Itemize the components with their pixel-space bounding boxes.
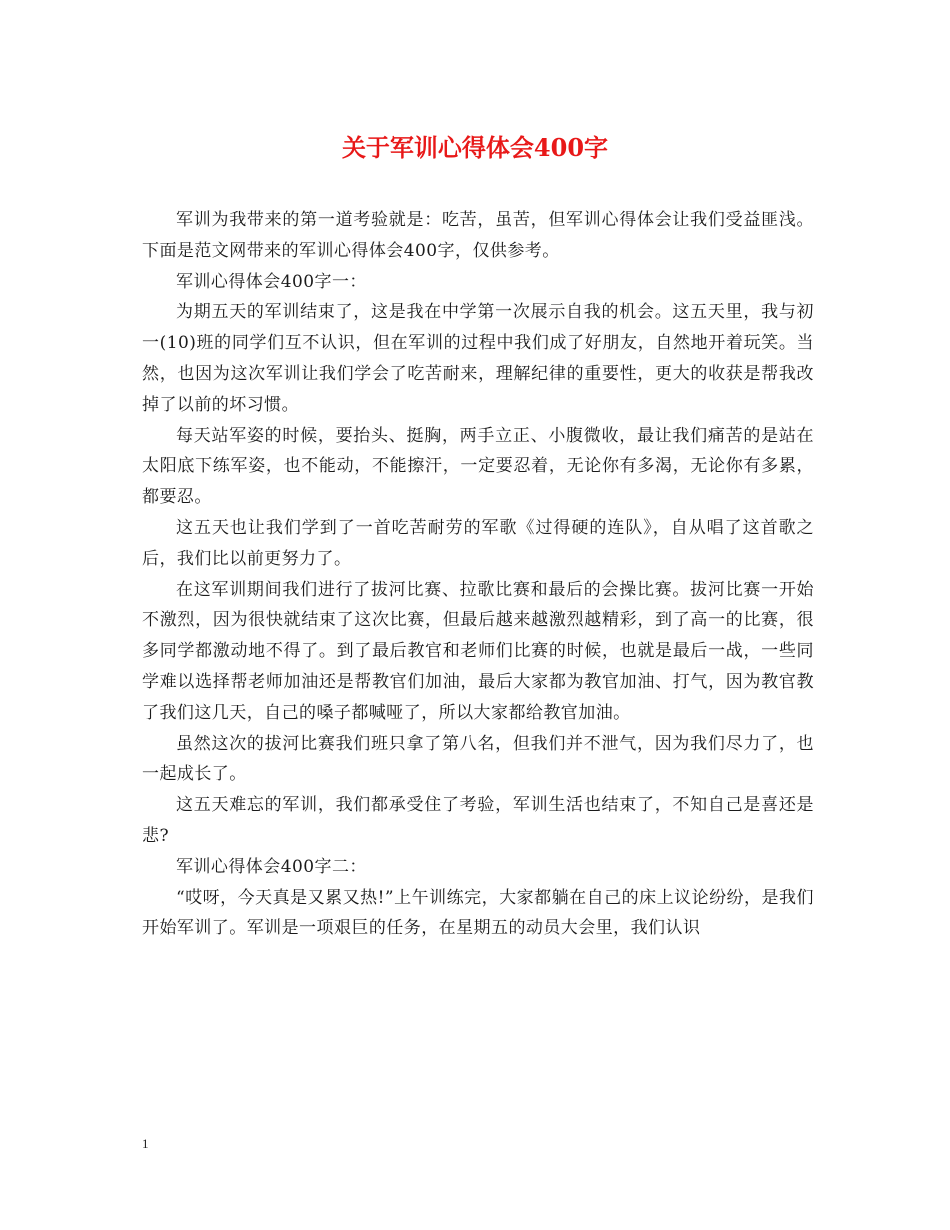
paragraph: “哎呀，今天真是又累又热!”上午训练完，大家都躺在自己的床上议论纷纷，是我们开始军训了。军训是一项艰巨的任务，在星期五的动员大会里，我们认识 bbox=[142, 887, 814, 939]
section-heading: 军训心得体会400字一： bbox=[176, 271, 367, 292]
paragraph: 虽然这次的拔河比赛我们班只拿了第八名，但我们并不泄气，因为我们尽力了，也一起成长了。 bbox=[142, 733, 814, 785]
paragraph: 军训为我带来的第一道考验就是：吃苦，虽苦，但军训心得体会让我们受益匪浅。下面是范文网带来的军训心得体会400字，仅供参考。 bbox=[142, 210, 814, 261]
page-number: 1 bbox=[142, 1136, 149, 1151]
paragraph: 这五天难忘的军训，我们都承受住了考验，军训生活也结束了，不知自己是喜还是悲? bbox=[142, 795, 814, 846]
document-title: 关于军训心得体会400字 bbox=[341, 133, 609, 162]
section-heading: 军训心得体会400字二： bbox=[176, 856, 367, 877]
paragraph: 为期五天的军训结束了，这是我在中学第一次展示自我的机会。这五天里，我与初一(10)班的同学们互不认识，但在军训的过程中我们成了好朋友，自然地开着玩笑。当然，也因为这次军训让我们学会了吃苦耐来，理解纪律的重要性，更大的收获是帮我改掉了以前的坏习惯。 bbox=[142, 302, 814, 415]
paragraph: 在这军训期间我们进行了拔河比赛、拉歌比赛和最后的会操比赛。拔河比赛一开始不激烈，因为很快就结束了这次比赛，但最后越来越激烈越精彩，到了高一的比赛，很多同学都激动地不得了。到了最后教官和老师们比赛的时候，也就是最后一战，一些同学难以选择帮老师加油还是帮教官们加油，最后大家都为教官加油、打气，因为教官教了我们这几天，自己的嗓子都喊哑了，所以大家都给教官加油。 bbox=[142, 579, 814, 723]
paragraph: 每天站军姿的时候，要抬头、挺胸，两手立正、小腹微收，最让我们痛苦的是站在太阳底下练军姿，也不能动，不能擦汗，一定要忍着，无论你有多渴，无论你有多累，都要忍。 bbox=[142, 425, 814, 508]
paragraph: 这五天也让我们学到了一首吃苦耐劳的军歌《过得硬的连队》，自从唱了这首歌之后，我们比以前更努力了。 bbox=[142, 517, 814, 569]
document-body bbox=[142, 205, 814, 944]
